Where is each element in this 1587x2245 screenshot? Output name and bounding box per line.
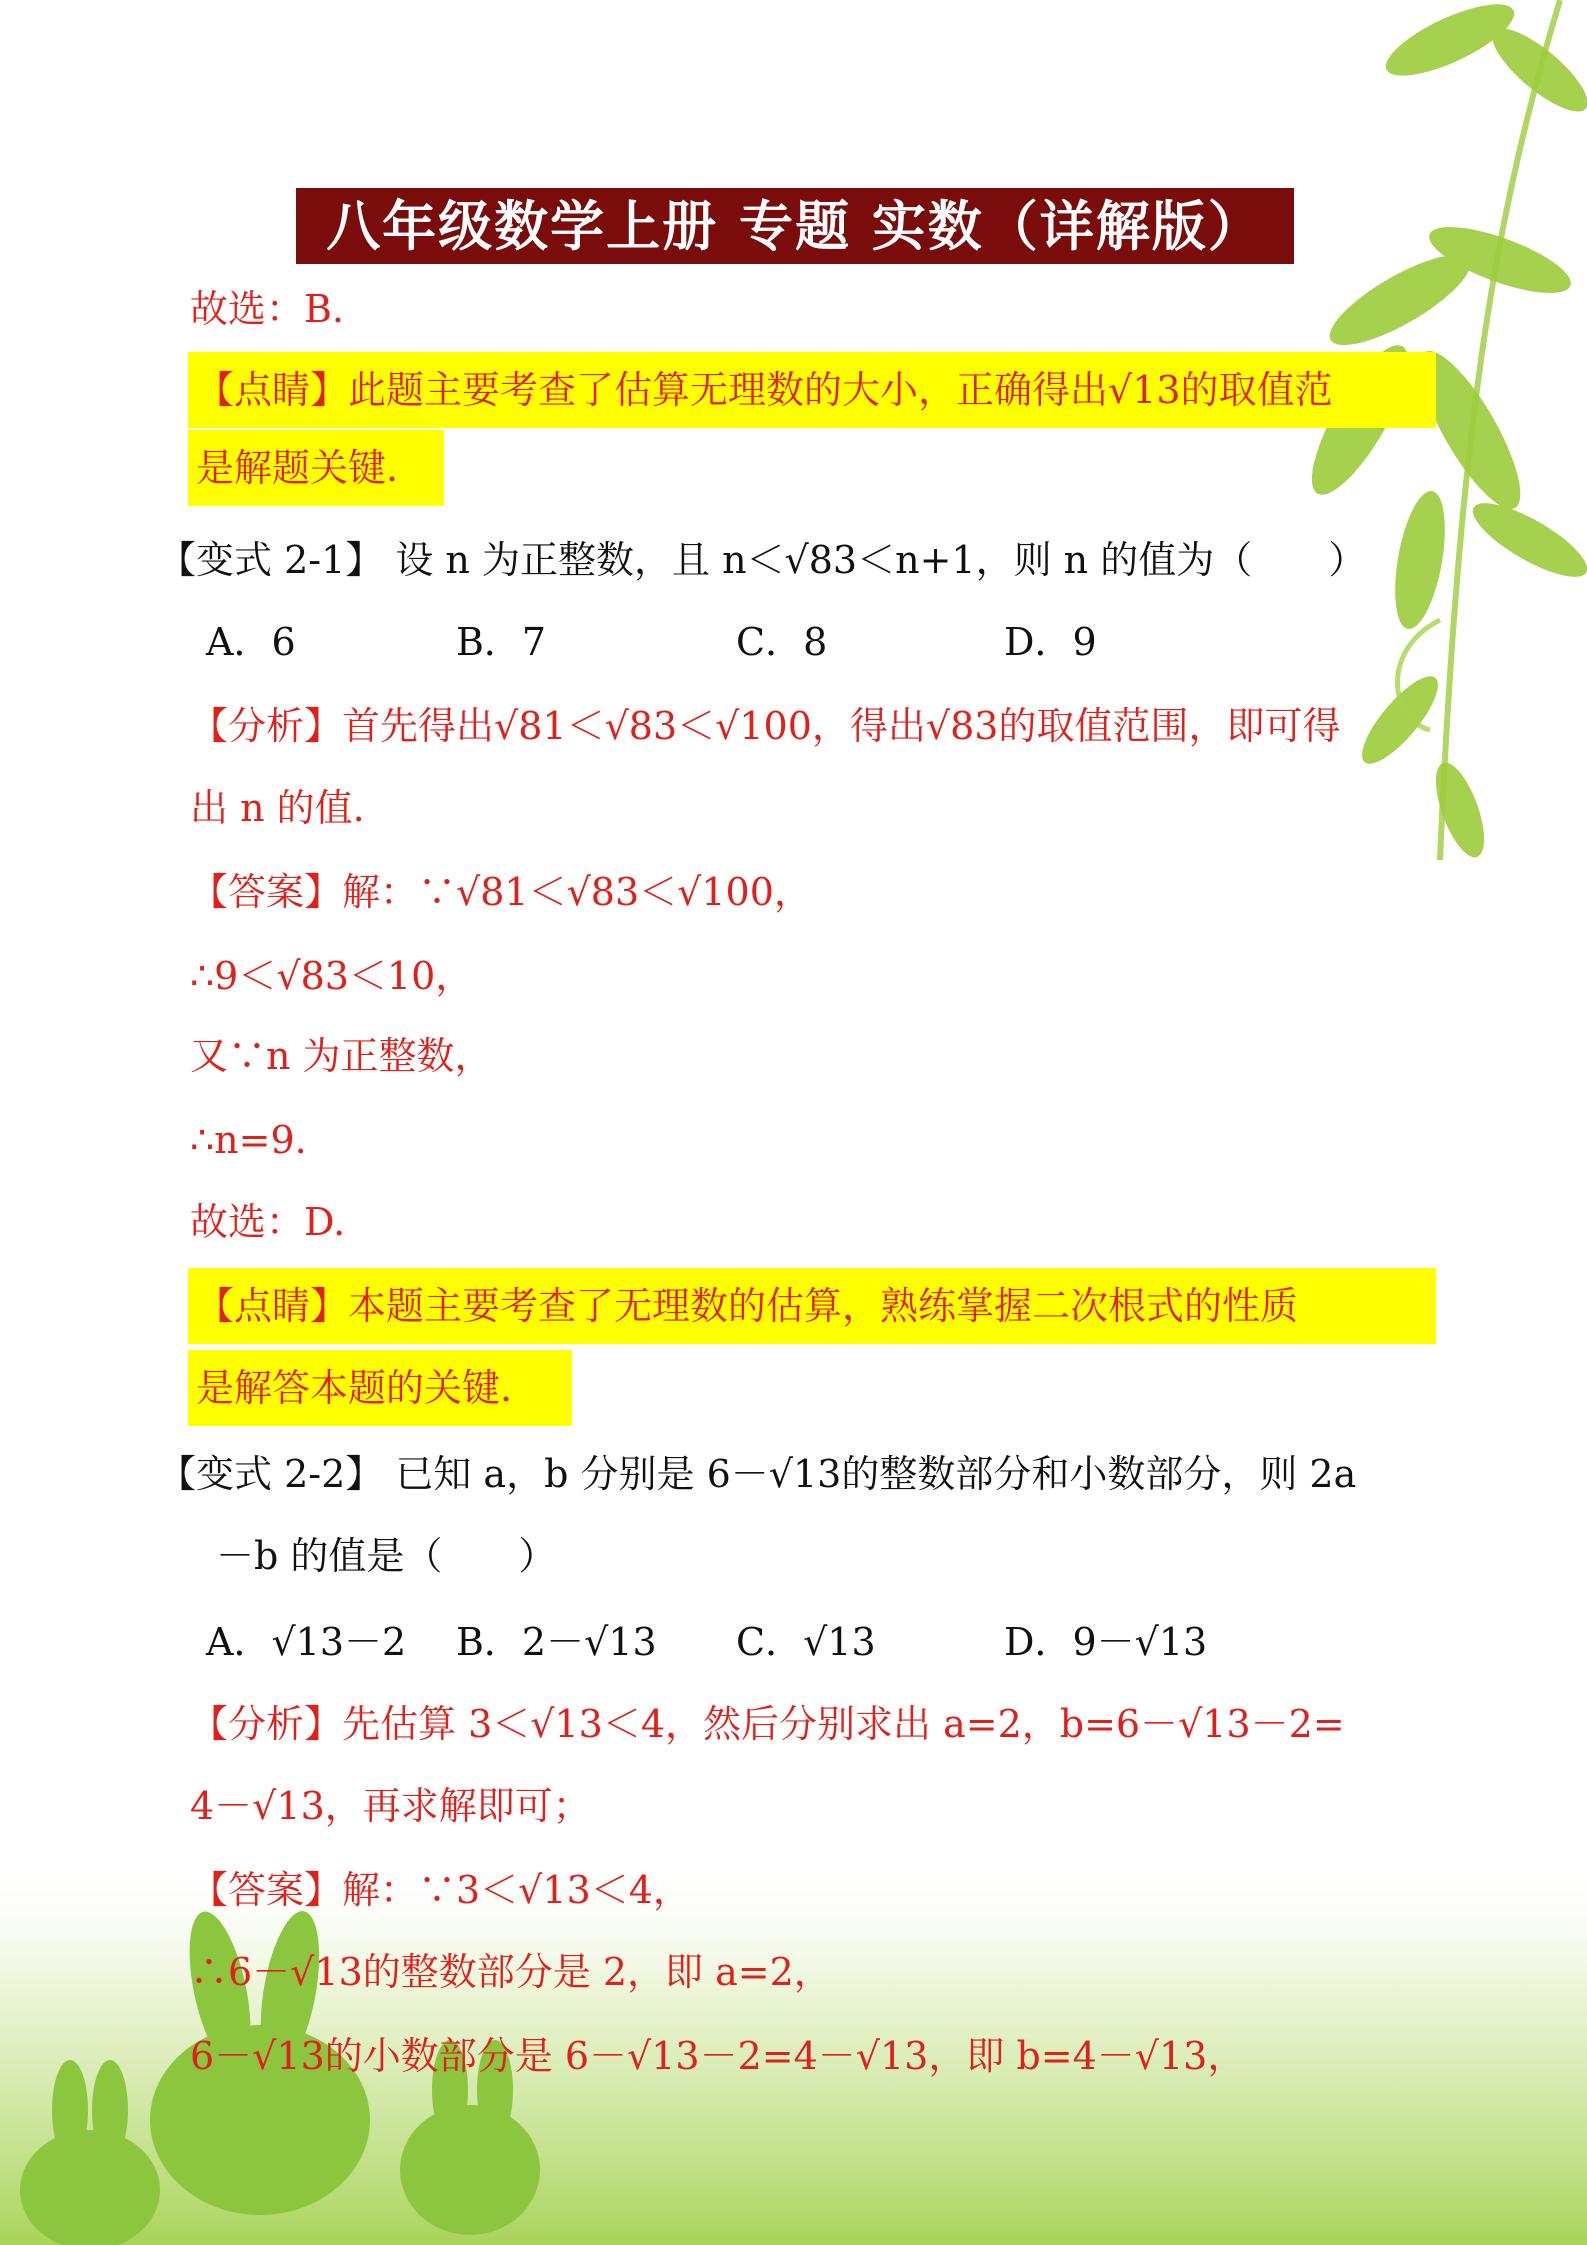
answer-2-1-line4: ∴n=9. bbox=[190, 1118, 307, 1162]
comment-2-1-line2: 是解答本题的关键. bbox=[188, 1350, 572, 1426]
analysis-2-1-line2: 出 n 的值. bbox=[190, 786, 365, 830]
variant-2-2-question-line2: －b 的值是（ ） bbox=[216, 1534, 557, 1578]
variant-2-1-question: 【变式 2-1】 设 n 为正整数，且 n＜√83＜n+1，则 n 的值为（ ） bbox=[158, 538, 1367, 582]
answer-2-1-line1: 【答案】解：∵√81＜√83＜√100， bbox=[190, 870, 812, 914]
answer-2-2-line3: 6－√13的小数部分是 6－√13－2=4－√13，即 b=4－√13， bbox=[190, 2034, 1246, 2078]
option-a: A．6 bbox=[206, 620, 296, 664]
analysis-2-2-line2: 4－√13，再求解即可； bbox=[190, 1784, 591, 1828]
answer-2-2-line2: ∴6－√13的整数部分是 2，即 a=2， bbox=[190, 1950, 832, 1994]
answer-2-1-line2: ∴9＜√83＜10， bbox=[190, 954, 474, 998]
answer-2-1-line3: 又∵n 为正整数， bbox=[190, 1034, 493, 1078]
option-c: C．8 bbox=[736, 620, 828, 664]
comment-2-1-line1: 【点睛】本题主要考查了无理数的估算，熟练掌握二次根式的性质 bbox=[188, 1268, 1436, 1344]
comment-1-line2: 是解题关键. bbox=[188, 430, 444, 506]
variant-2-2-question-line1: 【变式 2-2】 已知 a，b 分别是 6－√13的整数部分和小数部分，则 2a bbox=[158, 1452, 1357, 1496]
option-d: D．9－√13 bbox=[1004, 1620, 1208, 1664]
option-a: A．√13－2 bbox=[206, 1620, 407, 1664]
option-d: D．9 bbox=[1004, 620, 1097, 664]
option-b: B．2－√13 bbox=[456, 1620, 657, 1664]
option-c: C．√13 bbox=[736, 1620, 876, 1664]
answer-2-1-line5: 故选：D. bbox=[190, 1200, 346, 1244]
page-title: 八年级数学上册 专题 实数（详解版） bbox=[296, 188, 1294, 264]
conclusion-b: 故选：B. bbox=[190, 287, 345, 331]
analysis-2-1-line1: 【分析】首先得出√81＜√83＜√100，得出√83的取值范围，即可得 bbox=[190, 704, 1341, 748]
comment-1-line1: 【点睛】此题主要考查了估算无理数的大小，正确得出√13的取值范 bbox=[188, 352, 1436, 428]
option-b: B．7 bbox=[456, 620, 547, 664]
analysis-2-2-line1: 【分析】先估算 3＜√13＜4，然后分别求出 a=2，b=6－√13－2= bbox=[190, 1702, 1345, 1746]
answer-2-2-line1: 【答案】解：∵3＜√13＜4， bbox=[190, 1868, 691, 1912]
